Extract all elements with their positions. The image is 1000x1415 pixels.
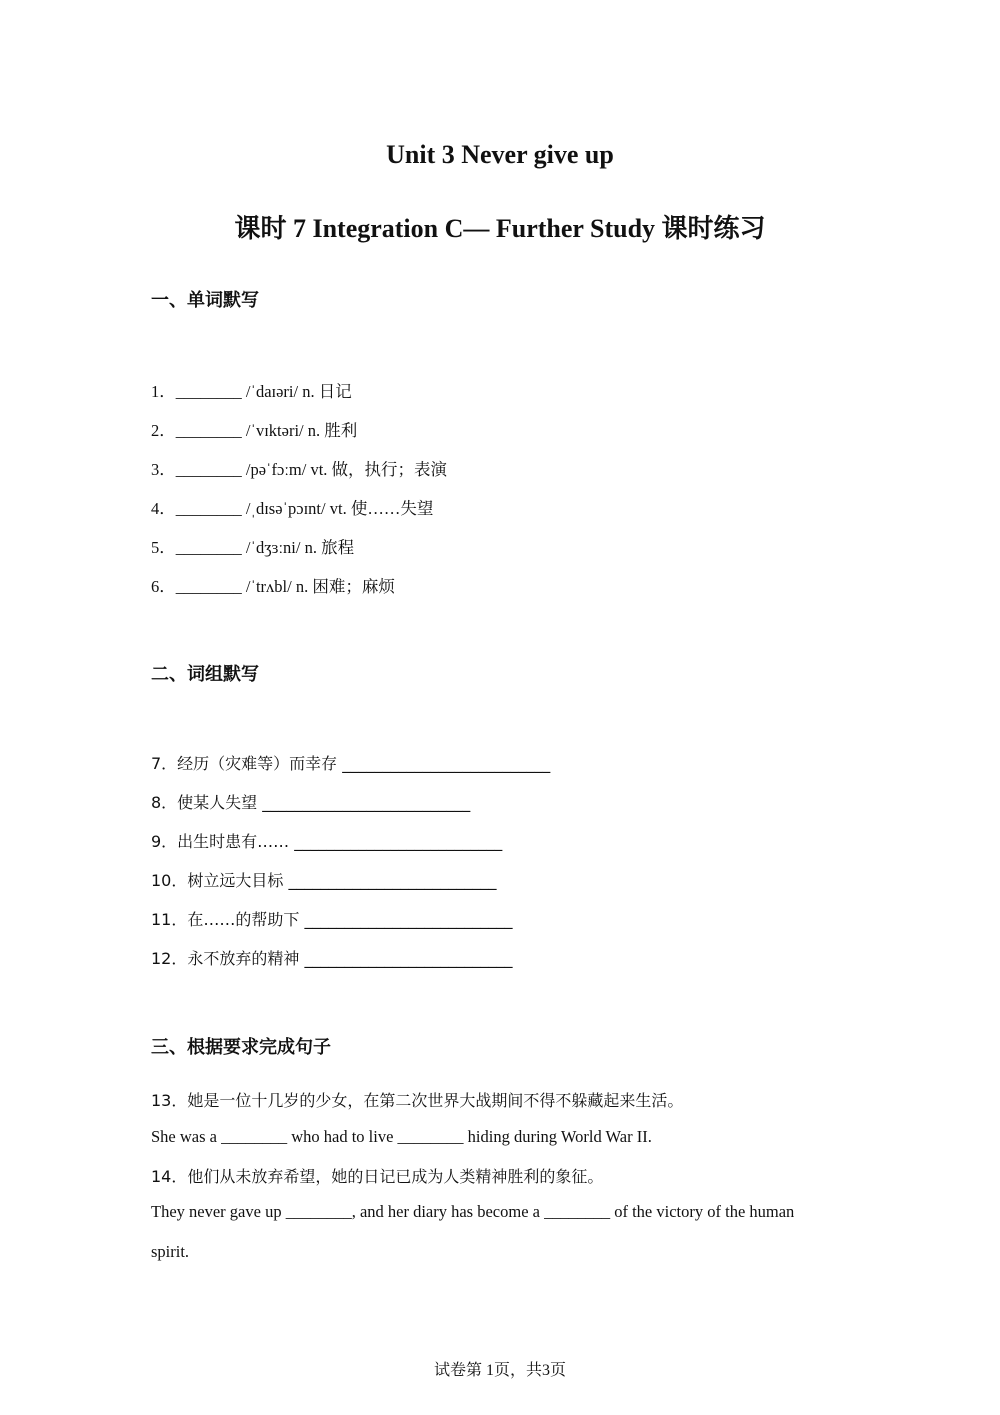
phrase-item-9: 9．出生时患有…… __________________________ — [151, 832, 503, 851]
vocab-item-2: 2．________ /ˈvɪktəri/ n. 胜利 — [151, 421, 358, 440]
vocab-item-5: 5．________ /ˈdʒɜːni/ n. 旅程 — [151, 538, 355, 557]
section-heading-sentences: 三、根据要求完成句子 — [151, 1037, 331, 1058]
page-title: Unit 3 Never give up — [386, 140, 614, 169]
section-heading-vocabulary: 一、单词默写 — [151, 290, 259, 311]
question-13-chinese: 13．她是一位十几岁的少女，在第二次世界大战期间不得不躲藏起来生活。 — [151, 1091, 684, 1110]
question-14-chinese: 14．他们从未放弃希望，她的日记已成为人类精神胜利的象征。 — [151, 1167, 604, 1186]
phrase-item-11: 11．在……的帮助下 __________________________ — [151, 910, 513, 929]
phrase-item-8: 8．使某人失望 __________________________ — [151, 793, 471, 812]
phrase-item-10: 10．树立远大目标 __________________________ — [151, 871, 497, 890]
phrase-item-12: 12．永不放弃的精神 __________________________ — [151, 949, 513, 968]
question-13-english: She was a ________ who had to live ________ hiding during World War II. — [151, 1127, 652, 1146]
question-14-english-line2: spirit. — [151, 1242, 190, 1261]
question-14-english-line1: They never gave up ________, and her diary has become a ________ of the victory of the human — [151, 1202, 795, 1221]
page-subtitle: 课时 7 Integration C— Further Study 课时练习 — [234, 214, 766, 243]
section-heading-phrases: 二、词组默写 — [151, 664, 259, 685]
page-footer: 试卷第 1页，共3页 — [433, 1362, 566, 1379]
vocab-item-4: 4．________ /ˌdɪsəˈpɔɪnt/ vt. 使……失望 — [151, 499, 434, 518]
phrase-item-7: 7．经历（灾难等）而幸存 __________________________ — [151, 754, 551, 773]
vocab-item-1: 1．________ /ˈdaɪəri/ n. 日记 — [151, 382, 352, 401]
vocab-item-3: 3．________ /pəˈfɔːm/ vt. 做，执行；表演 — [151, 460, 448, 479]
vocab-item-6: 6．________ /ˈtrʌbl/ n. 困难；麻烦 — [151, 577, 395, 596]
